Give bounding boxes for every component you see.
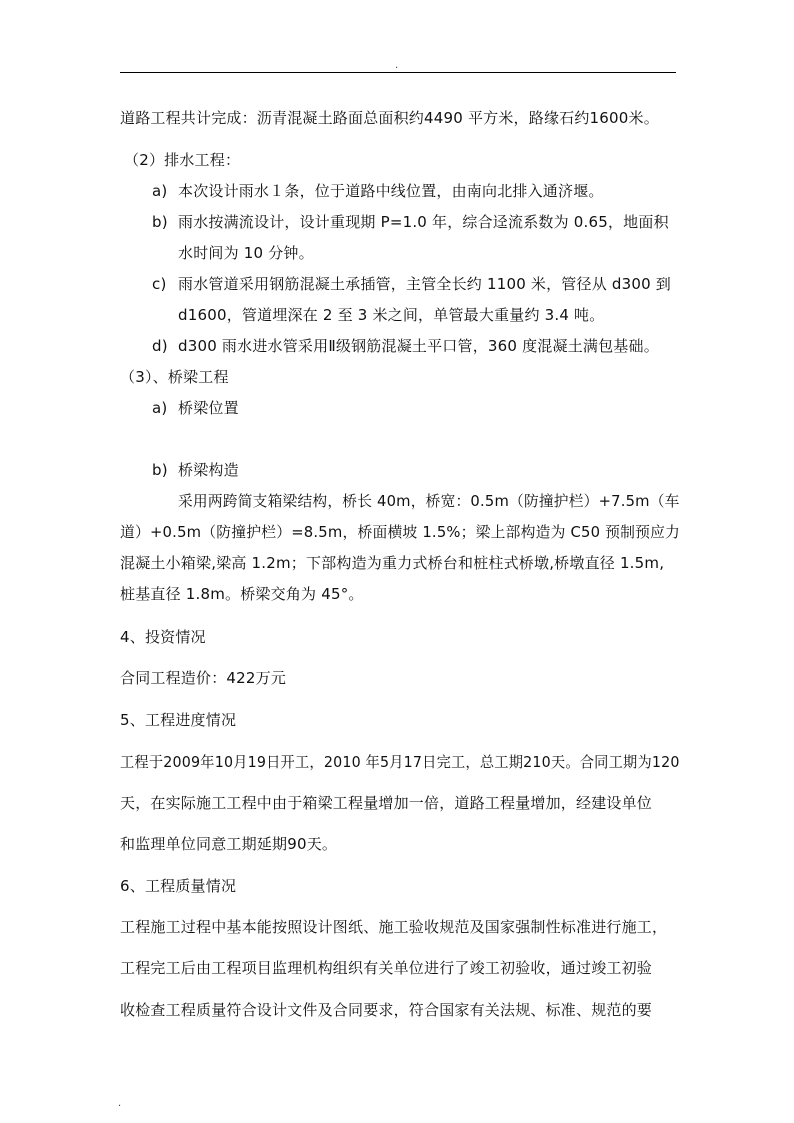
list-marker: b) bbox=[152, 461, 168, 479]
progress-heading: 5、工程进度情况 bbox=[120, 711, 237, 729]
header-rule bbox=[120, 72, 676, 73]
drainage-item-d bbox=[152, 336, 659, 356]
bridge-heading: （3）、桥梁工程 bbox=[120, 368, 229, 386]
list-item-text: 桥梁构造 bbox=[178, 461, 239, 479]
list-marker: d) bbox=[152, 337, 168, 355]
list-item-text: 雨水管道采用钢筋混凝土承插管，主管全长约 1100 米，管径从 d300 到 bbox=[178, 275, 672, 293]
list-item-text: 桥梁位置 bbox=[178, 399, 239, 417]
list-marker: b) bbox=[152, 213, 168, 231]
bridge-para-line-4: 桩基直径 1.8m。桥梁交角为 45°。 bbox=[120, 585, 364, 603]
bridge-para-line-2: 道）+0.5m（防撞护栏）=8.5m，桥面横坡 1.5%；梁上部构造为 C50 预制预应力 bbox=[120, 523, 681, 541]
quality-para-line-2: 工程完工后由工程项目监理机构组织有关单位进行了竣工初验收，通过竣工初验 bbox=[120, 959, 653, 977]
list-item-text: d300 雨水进水管采用Ⅱ级钢筋混凝土平口管，360 度混凝土满包基础。 bbox=[178, 337, 659, 355]
progress-para-line-1: 工程于2009年10月19日开工，2010 年5月17日完工，总工期210天。合同工期为120 bbox=[120, 753, 680, 771]
list-marker: c) bbox=[152, 275, 167, 293]
bridge-item-b bbox=[152, 460, 239, 480]
drainage-item-b-cont: 水时间为 10 分钟。 bbox=[178, 244, 314, 262]
list-marker: a) bbox=[152, 399, 168, 417]
list-marker: a) bbox=[152, 182, 168, 200]
road-summary-line: 道路工程共计完成：沥青混凝土路面总面积约4490 平方米，路缘石约1600米。 bbox=[120, 109, 659, 127]
footer-dot: . bbox=[118, 1098, 122, 1109]
list-item-text: 雨水按满流设计，设计重现期 P=1.0 年，综合迳流系数为 0.65，地面积 bbox=[178, 213, 669, 231]
list-item-text: 本次设计雨水１条，位于道路中线位置，由南向北排入通济堰。 bbox=[178, 182, 604, 200]
bridge-item-a bbox=[152, 398, 239, 418]
bridge-para-line-3: 混凝土小箱梁,梁高 1.2m；下部构造为重力式桥台和桩柱式桥墩,桥墩直径 1.5m, bbox=[120, 554, 665, 572]
investment-heading: 4、投资情况 bbox=[120, 628, 206, 646]
bridge-para-line-1: 采用两跨简支箱梁结构，桥长 40m，桥宽：0.5m（防撞护栏）+7.5m（车 bbox=[178, 492, 680, 510]
progress-para-line-2: 天，在实际施工工程中由于箱梁工程量增加一倍，道路工程量增加，经建设单位 bbox=[120, 794, 653, 812]
investment-text: 合同工程造价：422万元 bbox=[120, 669, 287, 687]
drainage-item-b bbox=[152, 212, 669, 232]
drainage-heading: （2）排水工程： bbox=[124, 151, 241, 169]
drainage-item-c-cont: d1600，管道埋深在 2 至 3 米之间，单管最大重量约 3.4 吨。 bbox=[178, 306, 605, 324]
quality-heading: 6、工程质量情况 bbox=[120, 877, 237, 895]
drainage-item-c bbox=[152, 274, 671, 294]
quality-para-line-3: 收检查工程质量符合设计文件及合同要求，符合国家有关法规、标准、规范的要 bbox=[120, 1001, 653, 1019]
drainage-item-a bbox=[152, 181, 604, 201]
progress-para-line-3: 和监理单位同意工期延期90天。 bbox=[120, 835, 338, 853]
header-dot: . bbox=[395, 60, 399, 71]
quality-para-line-1: 工程施工过程中基本能按照设计图纸、施工验收规范及国家强制性标准进行施工， bbox=[120, 918, 668, 936]
